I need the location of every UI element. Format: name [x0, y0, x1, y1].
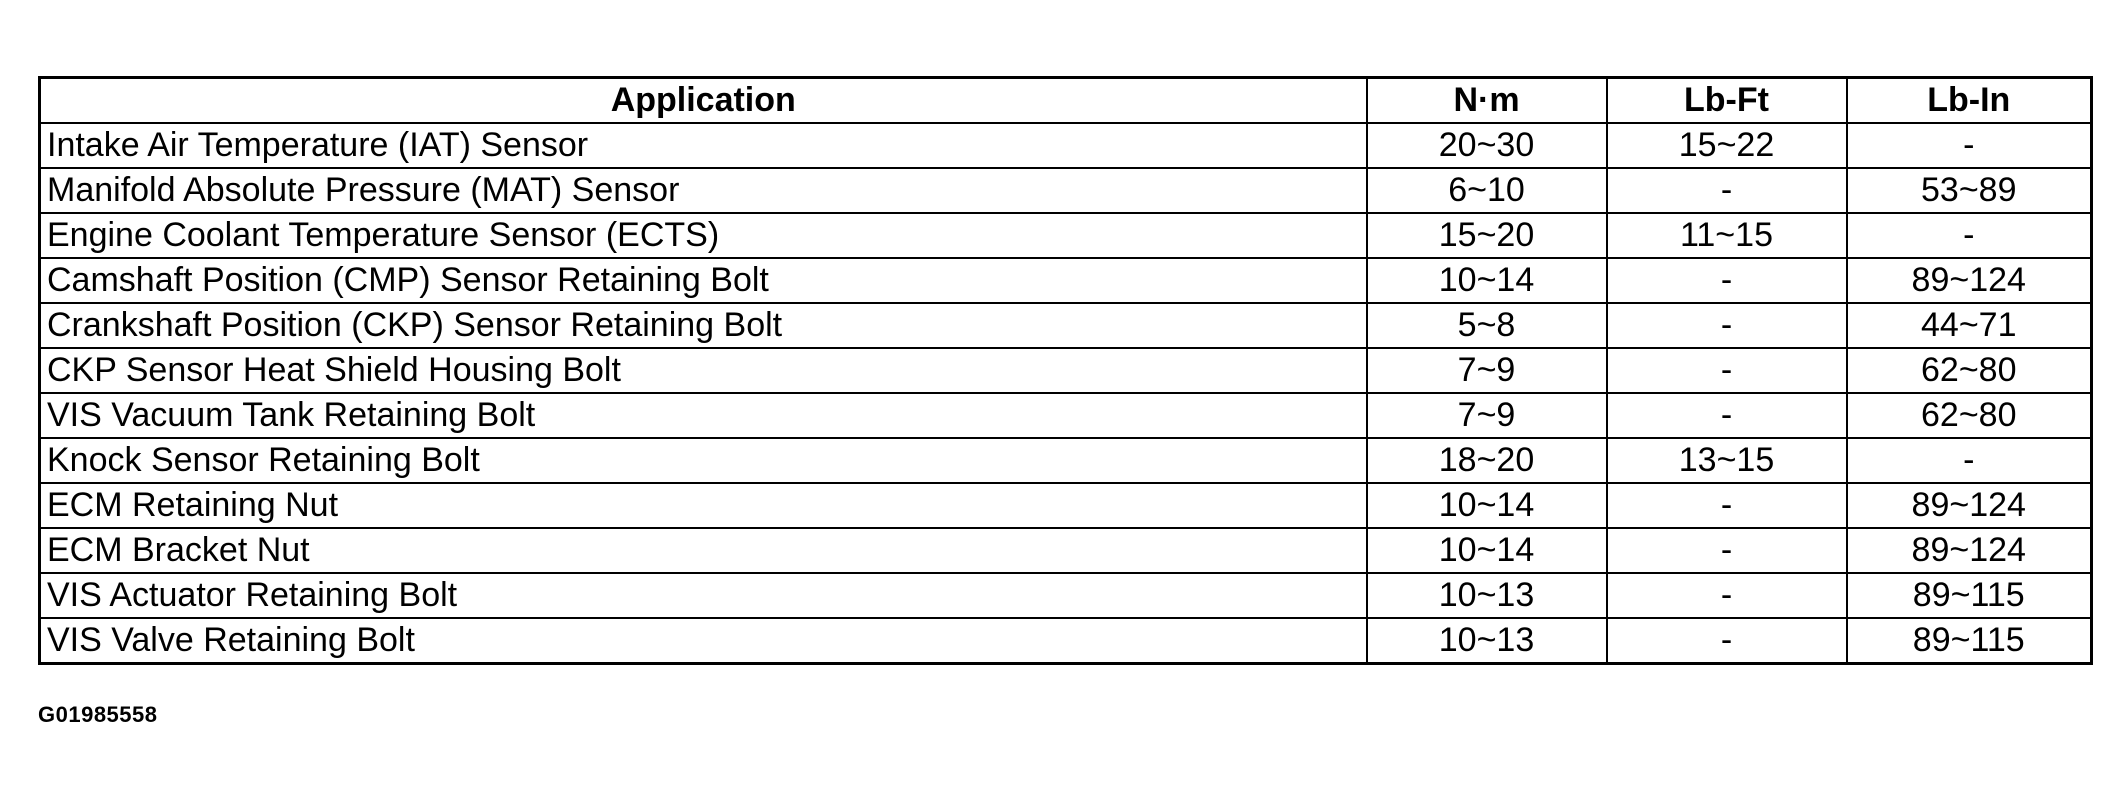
cell-application: Knock Sensor Retaining Bolt	[40, 438, 1367, 483]
cell-lbin: -	[1847, 213, 2092, 258]
cell-nm: 7~9	[1367, 348, 1607, 393]
table-body	[40, 123, 2092, 664]
header-row	[40, 78, 2092, 124]
cell-lbin: -	[1847, 438, 2092, 483]
cell-lbin: 53~89	[1847, 168, 2092, 213]
header-application: Application	[40, 78, 1367, 124]
cell-nm: 5~8	[1367, 303, 1607, 348]
cell-lbin: 62~80	[1847, 393, 2092, 438]
cell-nm: 10~14	[1367, 483, 1607, 528]
header-lbft: Lb-Ft	[1607, 78, 1847, 124]
cell-nm: 20~30	[1367, 123, 1607, 168]
cell-lbft: -	[1607, 528, 1847, 573]
cell-lbft: -	[1607, 258, 1847, 303]
cell-lbin: -	[1847, 123, 2092, 168]
table-row	[40, 348, 2092, 393]
cell-application: Crankshaft Position (CKP) Sensor Retaining Bolt	[40, 303, 1367, 348]
cell-nm: 10~13	[1367, 573, 1607, 618]
table-header	[40, 78, 2092, 124]
torque-spec-table	[38, 76, 2093, 665]
table-row	[40, 618, 2092, 664]
table-row	[40, 393, 2092, 438]
table-row	[40, 438, 2092, 483]
cell-lbft: -	[1607, 573, 1847, 618]
table-row	[40, 303, 2092, 348]
cell-nm: 6~10	[1367, 168, 1607, 213]
cell-lbin: 89~124	[1847, 528, 2092, 573]
header-lbin: Lb-In	[1847, 78, 2092, 124]
cell-lbft: 15~22	[1607, 123, 1847, 168]
cell-nm: 10~14	[1367, 528, 1607, 573]
table-row	[40, 528, 2092, 573]
cell-nm: 7~9	[1367, 393, 1607, 438]
figure-id: G01985558	[38, 702, 158, 727]
cell-application: VIS Valve Retaining Bolt	[40, 618, 1367, 664]
cell-application: Camshaft Position (CMP) Sensor Retaining Bolt	[40, 258, 1367, 303]
cell-lbft: -	[1607, 168, 1847, 213]
header-nm: N·m	[1367, 78, 1607, 124]
cell-lbin: 62~80	[1847, 348, 2092, 393]
cell-lbft: -	[1607, 348, 1847, 393]
cell-lbft: -	[1607, 393, 1847, 438]
table-row	[40, 258, 2092, 303]
cell-application: ECM Bracket Nut	[40, 528, 1367, 573]
table-row	[40, 483, 2092, 528]
table-row	[40, 213, 2092, 258]
table-row	[40, 168, 2092, 213]
cell-lbft: -	[1607, 618, 1847, 664]
cell-lbft: 13~15	[1607, 438, 1847, 483]
cell-lbft: 11~15	[1607, 213, 1847, 258]
cell-application: Manifold Absolute Pressure (MAT) Sensor	[40, 168, 1367, 213]
table-row	[40, 123, 2092, 168]
cell-nm: 10~14	[1367, 258, 1607, 303]
cell-lbin: 44~71	[1847, 303, 2092, 348]
cell-application: VIS Vacuum Tank Retaining Bolt	[40, 393, 1367, 438]
cell-application: Engine Coolant Temperature Sensor (ECTS)	[40, 213, 1367, 258]
cell-nm: 15~20	[1367, 213, 1607, 258]
table-row	[40, 573, 2092, 618]
cell-lbin: 89~115	[1847, 618, 2092, 664]
cell-application: ECM Retaining Nut	[40, 483, 1367, 528]
cell-nm: 18~20	[1367, 438, 1607, 483]
cell-lbin: 89~124	[1847, 258, 2092, 303]
cell-lbin: 89~124	[1847, 483, 2092, 528]
cell-application: CKP Sensor Heat Shield Housing Bolt	[40, 348, 1367, 393]
cell-lbin: 89~115	[1847, 573, 2092, 618]
cell-lbft: -	[1607, 303, 1847, 348]
cell-nm: 10~13	[1367, 618, 1607, 664]
cell-application: Intake Air Temperature (IAT) Sensor	[40, 123, 1367, 168]
cell-application: VIS Actuator Retaining Bolt	[40, 573, 1367, 618]
cell-lbft: -	[1607, 483, 1847, 528]
